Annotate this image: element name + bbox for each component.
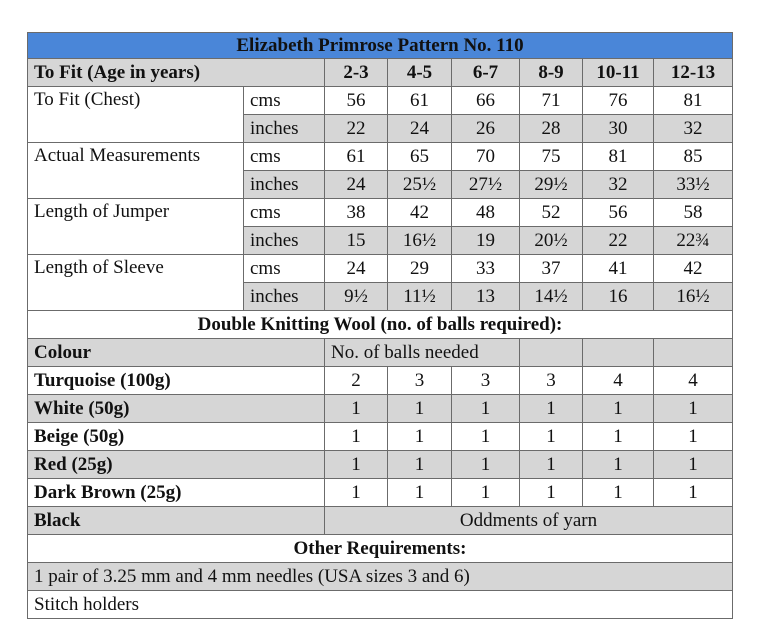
value-cell: 1 bbox=[325, 479, 388, 507]
value-cell: 1 bbox=[452, 451, 520, 479]
value-cell: 1 bbox=[654, 395, 733, 423]
size-cell: 10-11 bbox=[583, 59, 654, 87]
value-cell: 1 bbox=[520, 423, 583, 451]
colour-label: Colour bbox=[28, 339, 325, 367]
measurement-label: Actual Measurements bbox=[28, 143, 244, 199]
value-cell: 30 bbox=[583, 115, 654, 143]
other-item-row bbox=[28, 591, 733, 619]
value-cell: 1 bbox=[388, 395, 452, 423]
value-cell: 42 bbox=[388, 199, 452, 227]
value-cell: 56 bbox=[325, 87, 388, 115]
wool-row bbox=[28, 367, 733, 395]
black-label: Black bbox=[28, 507, 325, 535]
value-cell: 65 bbox=[388, 143, 452, 171]
wool-row bbox=[28, 395, 733, 423]
value-cell: 1 bbox=[520, 479, 583, 507]
value-cell: 13 bbox=[452, 283, 520, 311]
measurement-label: Length of Jumper bbox=[28, 199, 244, 255]
value-cell: 29½ bbox=[520, 171, 583, 199]
unit-inches: inches bbox=[244, 227, 325, 255]
wool-label: Red (25g) bbox=[28, 451, 325, 479]
value-cell: 1 bbox=[583, 479, 654, 507]
value-cell: 66 bbox=[452, 87, 520, 115]
value-cell: 1 bbox=[452, 479, 520, 507]
value-cell: 81 bbox=[654, 87, 733, 115]
value-cell: 15 bbox=[325, 227, 388, 255]
pattern-table bbox=[27, 32, 733, 619]
value-cell: 22¾ bbox=[654, 227, 733, 255]
value-cell: 22 bbox=[583, 227, 654, 255]
value-cell: 1 bbox=[520, 451, 583, 479]
other-item-row bbox=[28, 563, 733, 591]
value-cell: 48 bbox=[452, 199, 520, 227]
value-cell: 3 bbox=[520, 367, 583, 395]
measurement-row bbox=[28, 143, 733, 171]
value-cell: 1 bbox=[325, 395, 388, 423]
value-cell: 56 bbox=[583, 199, 654, 227]
other-item: 1 pair of 3.25 mm and 4 mm needles (USA sizes 3 and 6) bbox=[28, 563, 733, 591]
unit-inches: inches bbox=[244, 171, 325, 199]
size-cell: 2-3 bbox=[325, 59, 388, 87]
black-value: Oddments of yarn bbox=[325, 507, 733, 535]
value-cell: 16½ bbox=[388, 227, 452, 255]
value-cell: 52 bbox=[520, 199, 583, 227]
value-cell: 61 bbox=[325, 143, 388, 171]
value-cell: 38 bbox=[325, 199, 388, 227]
size-cell: 4-5 bbox=[388, 59, 452, 87]
value-cell: 16 bbox=[583, 283, 654, 311]
value-cell: 2 bbox=[325, 367, 388, 395]
value-cell: 22 bbox=[325, 115, 388, 143]
value-cell: 14½ bbox=[520, 283, 583, 311]
value-cell: 1 bbox=[452, 395, 520, 423]
value-cell: 1 bbox=[325, 451, 388, 479]
value-cell: 33 bbox=[452, 255, 520, 283]
value-cell: 70 bbox=[452, 143, 520, 171]
value-cell: 33½ bbox=[654, 171, 733, 199]
wool-label: White (50g) bbox=[28, 395, 325, 423]
measurement-row bbox=[28, 87, 733, 115]
size-cell: 6-7 bbox=[452, 59, 520, 87]
pattern-title: Elizabeth Primrose Pattern No. 110 bbox=[28, 33, 733, 59]
value-cell: 75 bbox=[520, 143, 583, 171]
value-cell: 1 bbox=[388, 451, 452, 479]
other-heading-row bbox=[28, 535, 733, 563]
value-cell: 85 bbox=[654, 143, 733, 171]
value-cell: 24 bbox=[325, 255, 388, 283]
unit-cms: cms bbox=[244, 199, 325, 227]
value-cell: 4 bbox=[654, 367, 733, 395]
value-cell: 19 bbox=[452, 227, 520, 255]
black-row bbox=[28, 507, 733, 535]
value-cell: 1 bbox=[654, 479, 733, 507]
value-cell: 27½ bbox=[452, 171, 520, 199]
unit-cms: cms bbox=[244, 255, 325, 283]
value-cell: 28 bbox=[520, 115, 583, 143]
measurement-label: To Fit (Chest) bbox=[28, 87, 244, 143]
colour-header-row bbox=[28, 339, 733, 367]
unit-inches: inches bbox=[244, 283, 325, 311]
value-cell: 1 bbox=[583, 395, 654, 423]
value-cell: 1 bbox=[388, 479, 452, 507]
value-cell: 11½ bbox=[388, 283, 452, 311]
value-cell: 71 bbox=[520, 87, 583, 115]
value-cell: 37 bbox=[520, 255, 583, 283]
value-cell: 24 bbox=[325, 171, 388, 199]
value-cell: 1 bbox=[654, 423, 733, 451]
measurement-row bbox=[28, 255, 733, 283]
value-cell: 25½ bbox=[388, 171, 452, 199]
value-cell: 3 bbox=[452, 367, 520, 395]
value-cell: 26 bbox=[452, 115, 520, 143]
wool-label: Beige (50g) bbox=[28, 423, 325, 451]
value-cell: 3 bbox=[388, 367, 452, 395]
wool-heading: Double Knitting Wool (no. of balls required): bbox=[28, 311, 733, 339]
unit-cms: cms bbox=[244, 143, 325, 171]
value-cell: 1 bbox=[583, 451, 654, 479]
other-heading: Other Requirements: bbox=[28, 535, 733, 563]
value-cell: 76 bbox=[583, 87, 654, 115]
wool-row bbox=[28, 451, 733, 479]
value-cell: 16½ bbox=[654, 283, 733, 311]
wool-heading-row bbox=[28, 311, 733, 339]
measurement-row bbox=[28, 199, 733, 227]
balls-needed-label: No. of balls needed bbox=[325, 339, 520, 367]
wool-row bbox=[28, 423, 733, 451]
sizes-label: To Fit (Age in years) bbox=[28, 59, 325, 87]
size-cell: 12-13 bbox=[654, 59, 733, 87]
empty-cell bbox=[583, 339, 654, 367]
wool-label: Turquoise (100g) bbox=[28, 367, 325, 395]
title-row bbox=[28, 33, 733, 59]
value-cell: 1 bbox=[325, 423, 388, 451]
value-cell: 1 bbox=[583, 423, 654, 451]
other-item: Stitch holders bbox=[28, 591, 733, 619]
empty-cell bbox=[520, 339, 583, 367]
value-cell: 81 bbox=[583, 143, 654, 171]
value-cell: 1 bbox=[452, 423, 520, 451]
value-cell: 32 bbox=[583, 171, 654, 199]
measurement-label: Length of Sleeve bbox=[28, 255, 244, 311]
value-cell: 58 bbox=[654, 199, 733, 227]
wool-label: Dark Brown (25g) bbox=[28, 479, 325, 507]
value-cell: 4 bbox=[583, 367, 654, 395]
value-cell: 24 bbox=[388, 115, 452, 143]
value-cell: 1 bbox=[520, 395, 583, 423]
value-cell: 41 bbox=[583, 255, 654, 283]
sizes-row bbox=[28, 59, 733, 87]
value-cell: 1 bbox=[654, 451, 733, 479]
value-cell: 61 bbox=[388, 87, 452, 115]
value-cell: 29 bbox=[388, 255, 452, 283]
value-cell: 32 bbox=[654, 115, 733, 143]
wool-row bbox=[28, 479, 733, 507]
value-cell: 1 bbox=[388, 423, 452, 451]
value-cell: 20½ bbox=[520, 227, 583, 255]
value-cell: 9½ bbox=[325, 283, 388, 311]
unit-cms: cms bbox=[244, 87, 325, 115]
size-cell: 8-9 bbox=[520, 59, 583, 87]
value-cell: 42 bbox=[654, 255, 733, 283]
empty-cell bbox=[654, 339, 733, 367]
unit-inches: inches bbox=[244, 115, 325, 143]
